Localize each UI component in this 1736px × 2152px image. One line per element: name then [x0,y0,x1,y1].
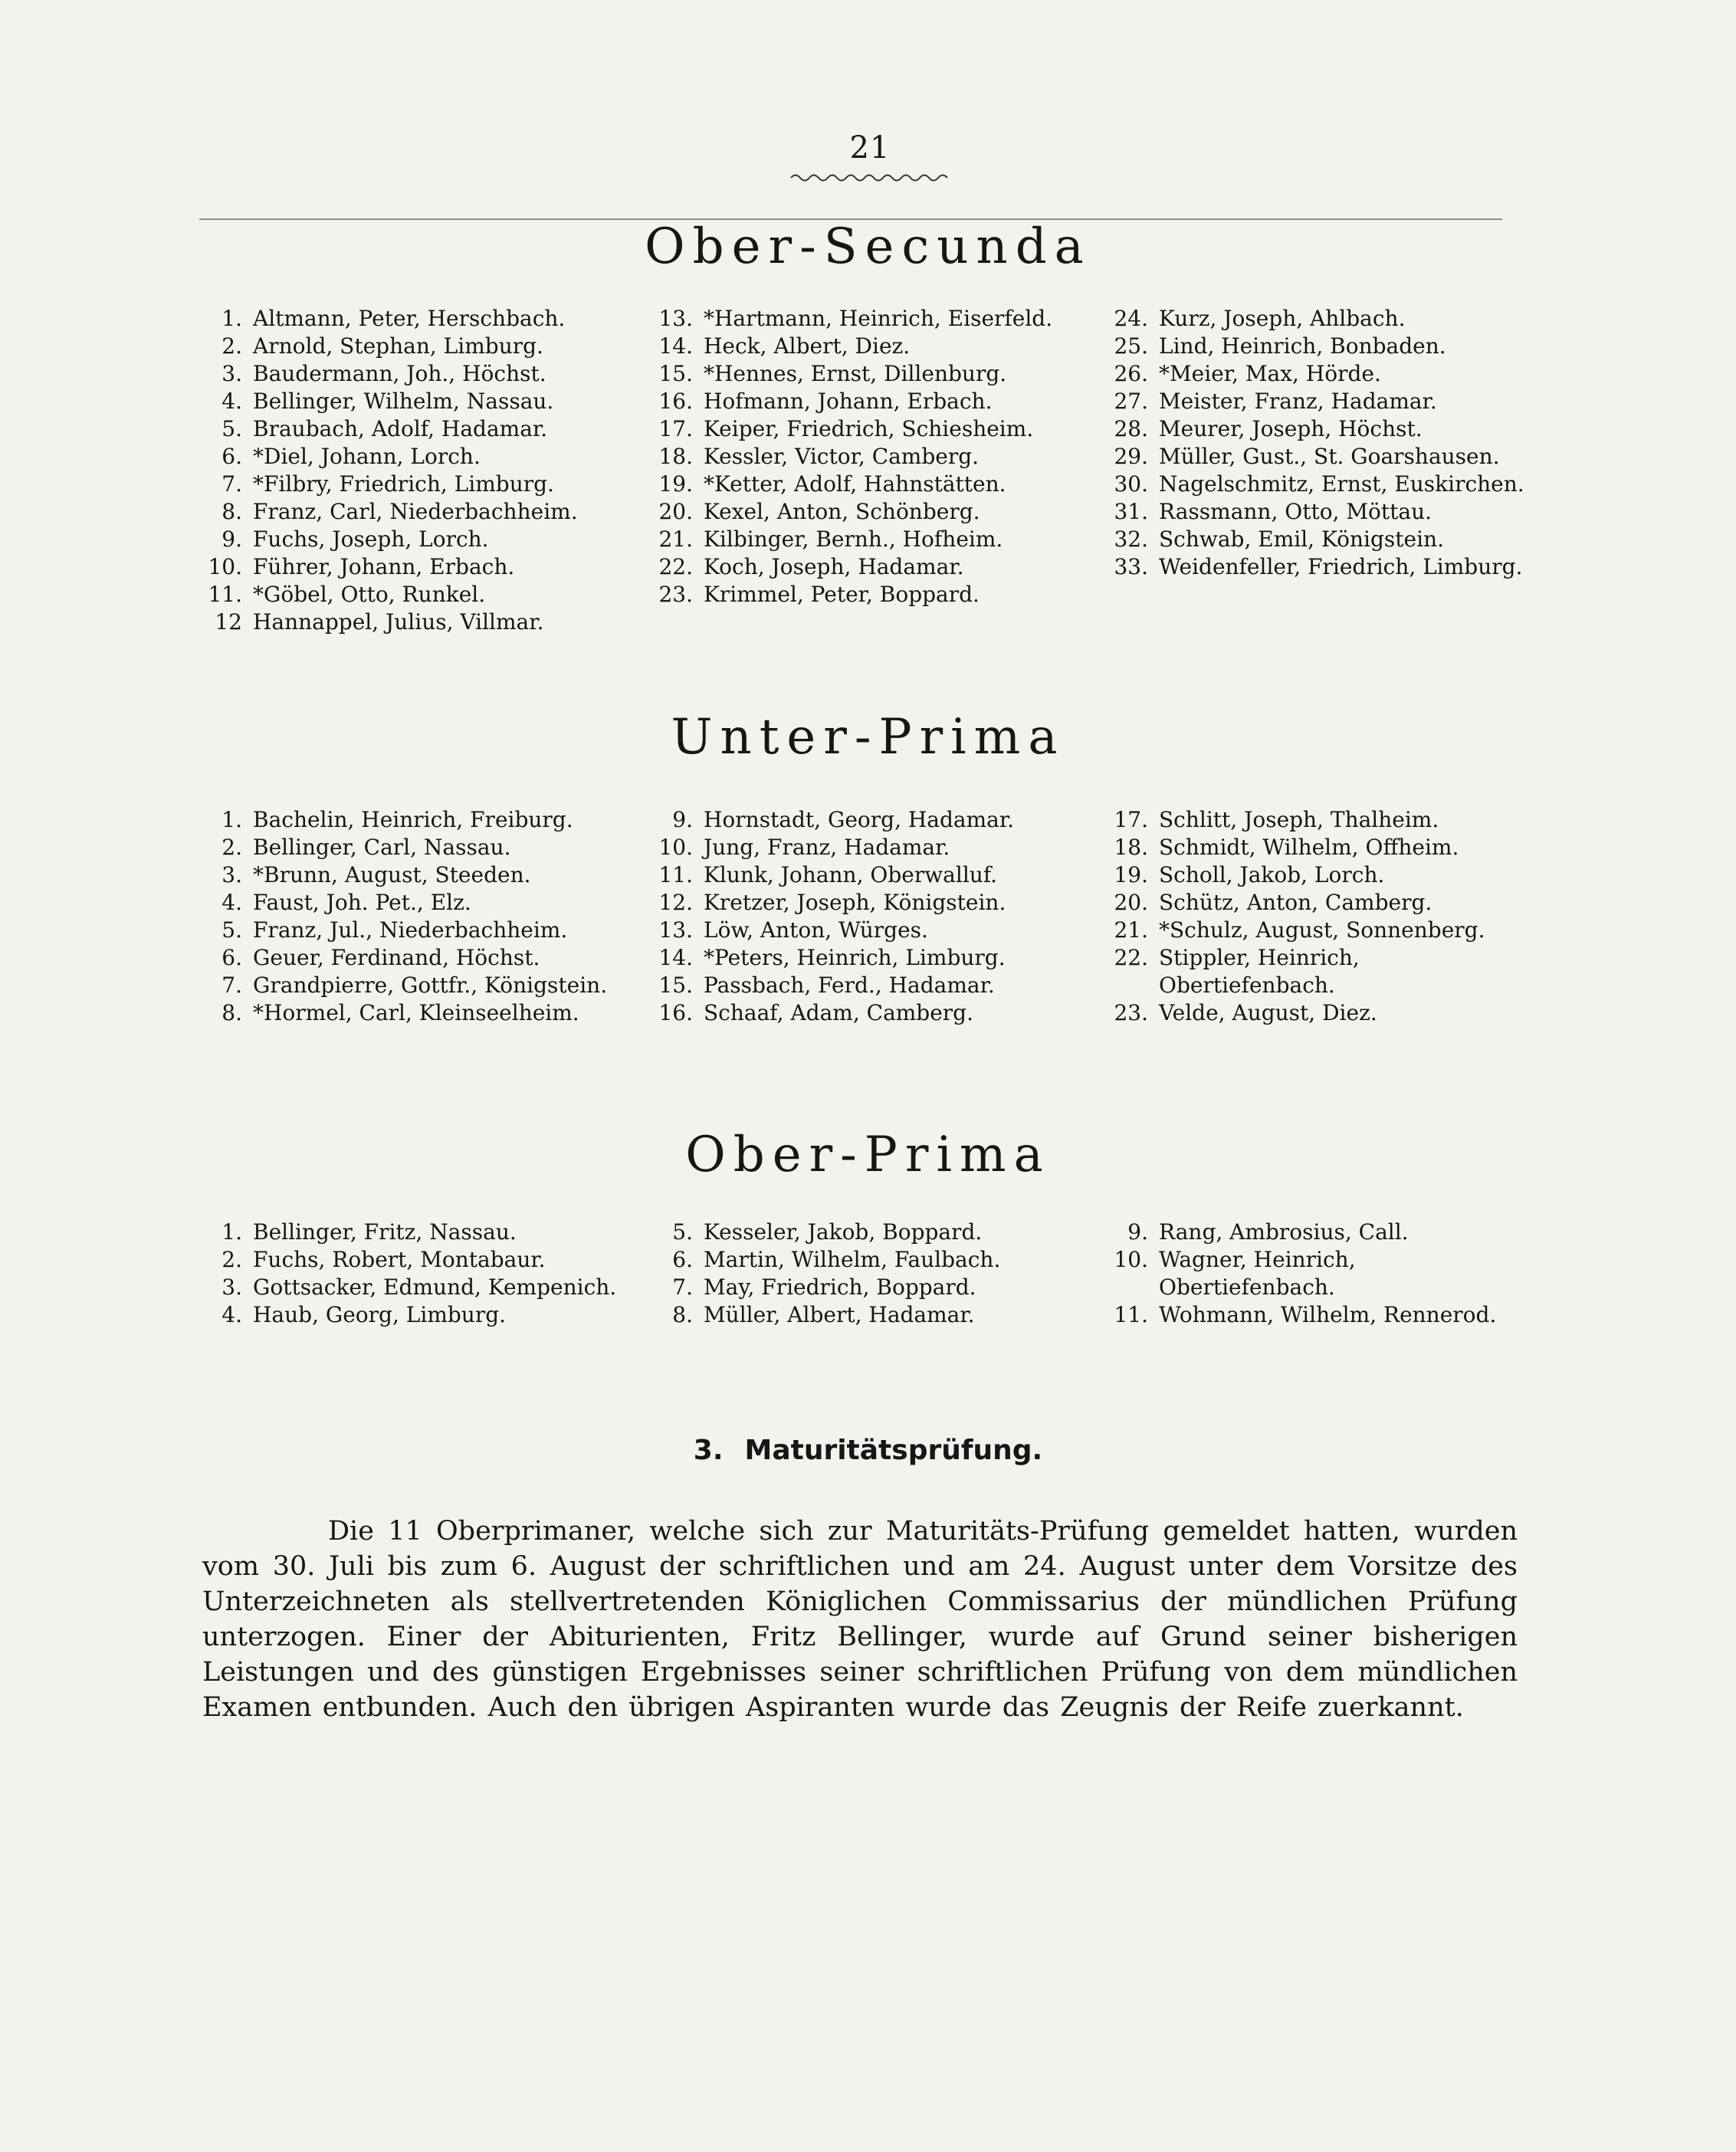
unter-prima-column-3 [1104,806,1525,1027]
list-item-number: 28. [1114,416,1148,441]
list-item-name: Jung, Franz, Hadamar. [704,835,950,860]
list-item-number: 23. [1114,1000,1148,1025]
list-item [198,806,627,834]
list-item [1104,889,1525,917]
list-item-name: Kessler, Victor, Camberg. [704,444,980,469]
list-item-number: 4. [222,890,242,915]
list-item-number: 8. [672,1302,693,1327]
list-item [1104,806,1525,834]
list-item-number: 26. [1114,361,1148,386]
list-item [648,1274,1085,1301]
list-item-number: 7. [672,1274,693,1300]
section-title-ober-prima: Ober-Prima [685,1127,1051,1183]
list-item-name: Koch, Joseph, Hadamar. [704,554,964,579]
list-item-name: Baudermann, Joh., Höchst. [253,361,546,386]
list-item [198,1301,627,1329]
list-item [648,305,1085,333]
list-item-name: Heck, Albert, Diez. [704,333,911,359]
list-item-name: Rang, Ambrosius, Call. [1159,1219,1409,1245]
list-item [1104,333,1525,360]
list-item-number: 8. [222,1000,242,1025]
list-item-number: 27. [1114,389,1148,414]
ober-prima-column-3 [1104,1219,1525,1329]
page-number: 21 [849,130,891,166]
list-item-name: Müller, Gust., St. Goarshausen. [1159,444,1500,469]
list-item-number: 6. [672,1247,693,1272]
list-item [648,388,1085,415]
list-item-name: Arnold, Stephan, Limburg. [253,333,543,359]
list-item-number: 22. [1114,945,1148,970]
list-item-name: Bellinger, Fritz, Nassau. [253,1219,517,1245]
list-item [198,443,627,471]
list-item [1104,415,1525,443]
list-item [648,806,1085,834]
list-item [198,471,627,498]
list-item-number: 3. [222,862,242,887]
list-item-name: Passbach, Ferd., Hadamar. [704,973,995,998]
list-item [648,526,1085,553]
list-item [648,917,1085,944]
list-item-number: 20. [1114,890,1148,915]
list-item-name: *Schulz, August, Sonnenberg. [1159,917,1485,943]
list-item-number: 4. [222,1302,242,1327]
list-item-number: 6. [222,945,242,970]
list-item [648,834,1085,861]
list-item-number: 1. [222,807,242,832]
list-item-name: *Hartmann, Heinrich, Eiserfeld. [704,306,1053,331]
list-item-name: Fuchs, Robert, Montabaur. [253,1247,546,1272]
list-item-number: 15. [658,973,693,998]
ober-secunda-column-3 [1104,305,1525,581]
list-item-name: Krimmel, Peter, Boppard. [704,582,980,607]
list-item [198,498,627,526]
list-item-number: 32. [1114,527,1148,552]
list-item [648,889,1085,917]
list-item [198,581,627,609]
list-item-number: 17. [1114,807,1148,832]
list-item-name: *Göbel, Otto, Runkel. [253,582,486,607]
list-item [648,972,1085,999]
list-item [198,388,627,415]
list-item-name: Martin, Wilhelm, Faulbach. [704,1247,1001,1272]
list-item [648,581,1085,609]
unter-prima-column-1 [198,806,627,1027]
list-item [1104,471,1525,498]
list-item-number: 16. [658,389,693,414]
list-item-name: Gottsacker, Edmund, Kempenich. [253,1274,617,1300]
list-item [198,333,627,360]
list-item-number: 2. [222,1247,242,1272]
list-item-number: 15. [658,361,693,386]
list-item-name: Rassmann, Otto, Möttau. [1159,499,1432,524]
list-item [198,415,627,443]
list-item-number: 25. [1114,333,1148,359]
list-item [648,333,1085,360]
list-item-number: 9. [672,807,693,832]
list-item-name: Schwab, Emil, Königstein. [1159,527,1444,552]
list-item [1104,944,1525,999]
list-item [198,360,627,388]
list-item-number: 22. [658,554,693,579]
section-title-ober-secunda: Ober-Secunda [645,218,1091,275]
list-item-name: Franz, Carl, Niederbachheim. [253,499,578,524]
list-item-name: Bachelin, Heinrich, Freiburg. [253,807,573,832]
list-item-number: 11. [658,862,693,887]
list-item-name: *Brunn, August, Steeden. [253,862,531,887]
section-title-unter-prima: Unter-Prima [671,709,1065,766]
list-item-number: 5. [672,1219,693,1245]
list-item [198,609,627,636]
list-item [648,1301,1085,1329]
list-item-name: *Ketter, Adolf, Hahnstätten. [704,471,1006,497]
list-item [198,1219,627,1246]
list-item-number: 13. [658,306,693,331]
list-item-number: 29. [1114,444,1148,469]
list-item-number: 7. [222,973,242,998]
list-item-number: 9. [222,527,242,552]
list-item [198,1246,627,1274]
list-item-name: Velde, August, Diez. [1159,1000,1377,1025]
list-item-name: Wohmann, Wilhelm, Rennerod. [1159,1302,1497,1327]
list-item-name: Franz, Jul., Niederbachheim. [253,917,568,943]
list-item [1104,305,1525,333]
list-item [198,889,627,917]
list-item-name: Geuer, Ferdinand, Höchst. [253,945,540,970]
list-item [198,972,627,999]
list-item-name: Müller, Albert, Hadamar. [704,1302,975,1327]
list-item [1104,388,1525,415]
list-item-number: 14. [658,945,693,970]
list-item [1104,498,1525,526]
list-item-number: 13. [658,917,693,943]
list-item [198,553,627,581]
list-item-number: 33. [1114,554,1148,579]
list-item-name: Kurz, Joseph, Ahlbach. [1159,306,1406,331]
list-item [648,471,1085,498]
list-item [198,861,627,889]
list-item [648,944,1085,972]
list-item-number: 10. [658,835,693,860]
list-item [198,834,627,861]
list-item [198,526,627,553]
list-item-number: 3. [222,361,242,386]
list-item [198,1274,627,1301]
list-item-name: Wagner, Heinrich, Obertiefenbach. [1159,1247,1356,1300]
list-item-number: 16. [658,1000,693,1025]
list-item-number: 11. [208,582,242,607]
list-item-name: Hannappel, Julius, Villmar. [253,609,544,635]
section-heading-maturitaetspruefung [0,1435,1736,1466]
ober-secunda-column-2 [648,305,1085,609]
list-item-name: Scholl, Jakob, Lorch. [1159,862,1385,887]
list-item-name: Bellinger, Carl, Nassau. [253,835,511,860]
unter-prima-column-2 [648,806,1085,1027]
list-item-number: 23. [658,582,693,607]
list-item [1104,1246,1525,1301]
list-item-number: 10. [208,554,242,579]
list-item-name: Faust, Joh. Pet., Elz. [253,890,471,915]
list-item-number: 12 [215,609,242,635]
list-item [1104,443,1525,471]
list-item-name: Schaaf, Adam, Camberg. [704,1000,974,1025]
list-item [1104,834,1525,861]
ober-prima-column-1 [198,1219,627,1329]
list-item-name: Braubach, Adolf, Hadamar. [253,416,548,441]
list-item-number: 2. [222,835,242,860]
list-item-name: Kexel, Anton, Schönberg. [704,499,980,524]
list-item-number: 24. [1114,306,1148,331]
list-item-number: 30. [1114,471,1148,497]
list-item-number: 5. [222,917,242,943]
list-item-number: 8. [222,499,242,524]
body-paragraph: Die 11 Oberprimaner, welche sich zur Maturitäts-Prüfung gemeldet hatten, wurden vom 30. Juli bis zum 6. August der schriftlichen und am 24. August unter dem Vorsitze des Unterzeichneten als stellvertretenden Königlichen Commissarius der mündlichen Prüfung unterzogen. Einer der Abiturienten, Fritz Bellinger, wurde auf Grund seiner bisherigen Leistungen und des günstigen Ergebnisses seiner schriftlichen Prüfung von dem mündlichen Examen entbunden. Auch den übrigen Aspiranten wurde das Zeugnis der Reife zuerkannt. [202,1516,1518,1723]
list-item-name: Löw, Anton, Würges. [704,917,928,943]
list-item [648,443,1085,471]
list-item-name: Meister, Franz, Hadamar. [1159,389,1437,414]
list-item [1104,1219,1525,1246]
list-item [648,1246,1085,1274]
list-item-number: 9. [1127,1219,1148,1245]
list-item [648,861,1085,889]
list-item-number: 7. [222,471,242,497]
list-item-name: Fuchs, Joseph, Lorch. [253,527,489,552]
list-item [198,999,627,1027]
list-item [1104,360,1525,388]
list-item-number: 11. [1114,1302,1148,1327]
list-item-number: 20. [658,499,693,524]
list-item-name: Nagelschmitz, Ernst, Euskirchen. [1159,471,1524,497]
list-item [648,415,1085,443]
list-item [1104,526,1525,553]
list-item-name: Hornstadt, Georg, Hadamar. [704,807,1015,832]
list-item [1104,553,1525,581]
list-item [198,917,627,944]
list-item-name: *Meier, Max, Hörde. [1159,361,1381,386]
list-item-number: 19. [1114,862,1148,887]
list-item [1104,917,1525,944]
list-item-name: Kilbinger, Bernh., Hofheim. [704,527,1003,552]
list-item-number: 4. [222,389,242,414]
list-item-name: Meurer, Joseph, Höchst. [1159,416,1423,441]
list-item [648,1219,1085,1246]
list-item-name: Führer, Johann, Erbach. [253,554,515,579]
list-item [1104,999,1525,1027]
list-item-name: Haub, Georg, Limburg. [253,1302,507,1327]
list-item [648,999,1085,1027]
list-item-name: *Filbry, Friedrich, Limburg. [253,471,554,497]
heading-title: Maturitätsprüfung. [744,1435,1043,1466]
list-item-number: 2. [222,333,242,359]
list-item-number: 18. [1114,835,1148,860]
ober-secunda-column-1 [198,305,627,636]
list-item-name: Schütz, Anton, Camberg. [1159,890,1432,915]
wavy-ornament [789,170,950,185]
list-item [1104,861,1525,889]
list-item-number: 17. [658,416,693,441]
list-item [198,305,627,333]
list-item-number: 18. [658,444,693,469]
list-item-number: 14. [658,333,693,359]
list-item-name: Grandpierre, Gottfr., Königstein. [253,973,608,998]
list-item-name: Schmidt, Wilhelm, Offheim. [1159,835,1459,860]
list-item-number: 1. [222,1219,242,1245]
list-item-name: Lind, Heinrich, Bonbaden. [1159,333,1446,359]
list-item-name: Klunk, Johann, Oberwalluf. [704,862,998,887]
list-item-name: Hofmann, Johann, Erbach. [704,389,993,414]
list-item-name: Kretzer, Joseph, Königstein. [704,890,1006,915]
list-item-name: Kesseler, Jakob, Boppard. [704,1219,983,1245]
list-item-number: 10. [1114,1247,1148,1272]
list-item-number: 21. [658,527,693,552]
list-item [648,498,1085,526]
list-item-number: 6. [222,444,242,469]
list-item-number: 19. [658,471,693,497]
list-item-name: May, Friedrich, Boppard. [704,1274,976,1300]
list-item-name: *Diel, Johann, Lorch. [253,444,481,469]
list-item-name: Bellinger, Wilhelm, Nassau. [253,389,554,414]
list-item [648,360,1085,388]
list-item-number: 21. [1114,917,1148,943]
list-item [648,553,1085,581]
list-item-name: Altmann, Peter, Herschbach. [253,306,566,331]
list-item-number: 12. [658,890,693,915]
list-item-number: 31. [1114,499,1148,524]
list-item [198,944,627,972]
list-item-number: 5. [222,416,242,441]
list-item-number: 3. [222,1274,242,1300]
list-item-name: *Hormel, Carl, Kleinseelheim. [253,1000,579,1025]
list-item-name: *Peters, Heinrich, Limburg. [704,945,1006,970]
list-item-name: Weidenfeller, Friedrich, Limburg. [1159,554,1523,579]
list-item-name: Stippler, Heinrich, Obertiefenbach. [1159,945,1360,998]
list-item [1104,1301,1525,1329]
list-item-number: 1. [222,306,242,331]
list-item-name: *Hennes, Ernst, Dillenburg. [704,361,1007,386]
ober-prima-column-2 [648,1219,1085,1329]
heading-number: 3. [693,1435,724,1466]
list-item-name: Schlitt, Joseph, Thalheim. [1159,807,1439,832]
list-item-name: Keiper, Friedrich, Schiesheim. [704,416,1034,441]
